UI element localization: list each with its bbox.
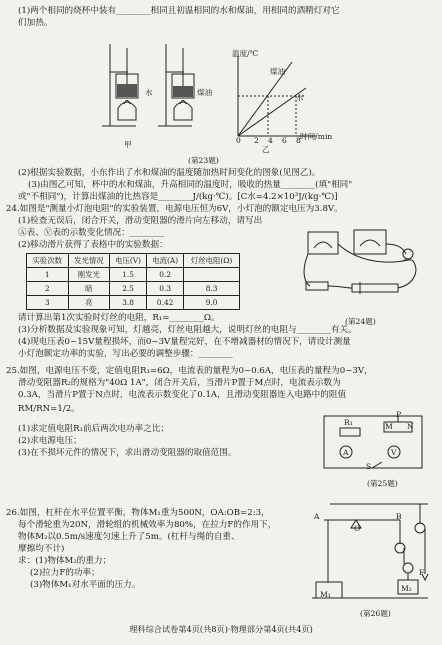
fig25-label-r1: R₁ bbox=[344, 418, 353, 427]
q25-q2: (2)求电源电压； bbox=[18, 436, 82, 446]
table-cell: 亮 bbox=[68, 296, 110, 310]
q24-stem: 24.如图是"测量小灯泡电阻"的实验装置，电源电压恒为6V，小灯泡的额定电压为3.8V。 bbox=[6, 204, 343, 214]
q26-stem-line3: 物体M₂以0.5m/s速度匀速上升了5m。(杠杆与绳的自重、 bbox=[18, 532, 240, 542]
fig25-label-s: S bbox=[366, 462, 372, 471]
table-cell: 1.5 bbox=[110, 268, 147, 282]
table-header: 电流(A) bbox=[147, 254, 184, 268]
table-header: 灯丝电阻(Ω) bbox=[184, 254, 240, 268]
fig23-xtick: 6 bbox=[282, 136, 287, 145]
table-header: 发光情况 bbox=[68, 254, 110, 268]
table-cell: 2 bbox=[27, 282, 69, 296]
table-cell: 3.8 bbox=[110, 296, 147, 310]
fig23-label-jia: 甲 bbox=[124, 140, 132, 149]
fig23-xlabel: 时间/min bbox=[300, 132, 333, 141]
q26-q3: (3)物体M₁对水平面的压力。 bbox=[30, 580, 141, 590]
table-cell: 8.3 bbox=[184, 282, 240, 296]
fig26-label-m2: M₂ bbox=[401, 584, 412, 593]
q26-stem-line1: 26.如图，杠杆在水平位置平衡，物体M₁重为500N，OA:OB=2:3， bbox=[6, 508, 270, 518]
fig25-caption: (第25题) bbox=[367, 479, 398, 488]
q25-q3: (3)在不损坏元件的情况下，求出滑动变阻器的取值范围。 bbox=[18, 448, 237, 458]
table-header: 电压(V) bbox=[110, 254, 147, 268]
fig26-label-m1: M₁ bbox=[320, 590, 331, 599]
q24-data-table bbox=[26, 253, 240, 310]
table-header-row bbox=[27, 254, 240, 268]
table-row bbox=[27, 268, 240, 282]
q23-part2: (2)根据实验数据，小东作出了水和煤油的温度随加热时间变化的图象(见图乙)。 bbox=[18, 168, 321, 178]
table-cell: 0.2 bbox=[147, 268, 184, 282]
table-cell: 0.3 bbox=[147, 282, 184, 296]
fig25-label-p: P bbox=[396, 410, 402, 419]
q23-part3-line1: (3)由图乙可知，杯中的水和煤油，升高相同的温度时，吸收的热量________(填"相同" bbox=[28, 180, 353, 190]
fig25-label-v: V bbox=[391, 448, 397, 457]
q24-part2: (2)移动滑片获得了表格中的实验数据： bbox=[18, 240, 168, 250]
table-cell: 3 bbox=[27, 296, 69, 310]
fig23-ylabel: 温度/℃ bbox=[232, 49, 259, 58]
q23-part1-line2: 们加热。 bbox=[18, 18, 53, 28]
fig23-xtick: 8 bbox=[296, 136, 301, 145]
page-footer: 理科综合试卷第4页(共8页)·物理部分第4页(共4页) bbox=[129, 624, 313, 634]
q24-part1-line2: Ⓐ表、Ⓥ表的示数变化情况：________ bbox=[18, 228, 165, 238]
q25-stem-line3: 0.3A，当滑片P置于N点时，电流表示数变化了0.1A，且滑动变阻器连入电路中的阻值 bbox=[18, 390, 347, 400]
fig23-series-oil: 煤油 bbox=[270, 67, 286, 76]
fig23-label-yi: 乙 bbox=[262, 145, 270, 154]
q26-q2: (2)拉力F的功率； bbox=[30, 568, 100, 578]
q23-part1-line1: (1)两个相同的烧杯中装有________相同且初温相同的水和煤油，用相同的酒精灯对它 bbox=[18, 6, 340, 16]
q24-part3: (3)分析数据及实验现象可知，灯越亮，灯丝电阻越大，说明灯丝的电阻与________有关。 bbox=[18, 325, 357, 335]
table-cell: 刚发光 bbox=[68, 268, 110, 282]
fig23-series-water: 水 bbox=[296, 93, 304, 102]
table-cell: 9.0 bbox=[184, 296, 240, 310]
table-row bbox=[27, 282, 240, 296]
table-cell: 2.5 bbox=[110, 282, 147, 296]
table-cell bbox=[184, 268, 240, 282]
fig24-caption: (第24题) bbox=[345, 317, 376, 326]
fig23-caption: (第23题) bbox=[188, 156, 219, 165]
fig25-label-a: A bbox=[343, 448, 349, 457]
table-cell: 1 bbox=[27, 268, 69, 282]
fig23-xtick: 0 bbox=[236, 136, 241, 145]
fig26-label-b: B bbox=[396, 512, 402, 521]
fig25-label-m: M bbox=[385, 422, 393, 431]
q24-part4-line2: 小灯泡额定功率的实验，写出必要的调整步骤：________ bbox=[18, 349, 233, 359]
q24-part4-line1: (4)现电压表0~15V量程损坏，而0~3V量程完好，在不增减器材的情况下，请设计测量 bbox=[18, 337, 351, 347]
fig25-label-n: N bbox=[407, 422, 414, 431]
q25-q1: (1)求定值电阻R₁前后两次电功率之比； bbox=[18, 424, 169, 434]
table-row bbox=[27, 296, 240, 310]
fig23-xtick: 2 bbox=[254, 136, 259, 145]
table-cell: 暗 bbox=[68, 282, 110, 296]
fig23-label-oil: 煤油 bbox=[197, 88, 213, 97]
fig26-label-f: F bbox=[419, 568, 425, 577]
q25-stem-line2: 滑动变阻器R₂的规格为"40Ω 1A"，闭合开关后，当滑片P置于M点时，电流表示数为 bbox=[18, 378, 341, 388]
q24-r1-prompt: 请计算出第1次实验时灯丝的电阻，R₁=________Ω。 bbox=[18, 313, 220, 323]
table-cell: 0.42 bbox=[147, 296, 184, 310]
q26-q1: 求：(1)物体M₂的重力； bbox=[18, 556, 112, 566]
fig25-circuit bbox=[318, 408, 428, 476]
q26-stem-line4: 摩擦均不计) bbox=[18, 544, 65, 554]
fig24-circuit bbox=[300, 224, 434, 322]
fig26-label-o: O bbox=[354, 524, 361, 533]
fig23-label-water: 水 bbox=[145, 88, 153, 97]
fig26-label-a: A bbox=[314, 512, 320, 521]
table-header: 实验次数 bbox=[27, 254, 69, 268]
q24-part1-line1: (1)检查无误后，闭合开关，滑动变阻器的滑片向左移动，请写出 bbox=[18, 216, 263, 226]
q25-stem-line1: 25.如图，电源电压不变，定值电阻R₁=6Ω，电流表的量程为0~0.6A，电压表的量程为0~3V， bbox=[6, 366, 373, 376]
q25-ratio: RM/RN=1/2。 bbox=[18, 404, 80, 414]
fig26-caption: (第26题) bbox=[360, 609, 391, 618]
q26-stem-line2: 每个滑轮重为20N，滑轮组的机械效率为80%，在拉力F的作用下， bbox=[18, 520, 277, 530]
q23-part3-line2: 或"不相同")，计算出煤油的比热容是________J/(kg·℃)。[C水=4.2×10³J/(kg·℃)] bbox=[18, 192, 338, 202]
fig23-xtick: 4 bbox=[268, 136, 273, 145]
